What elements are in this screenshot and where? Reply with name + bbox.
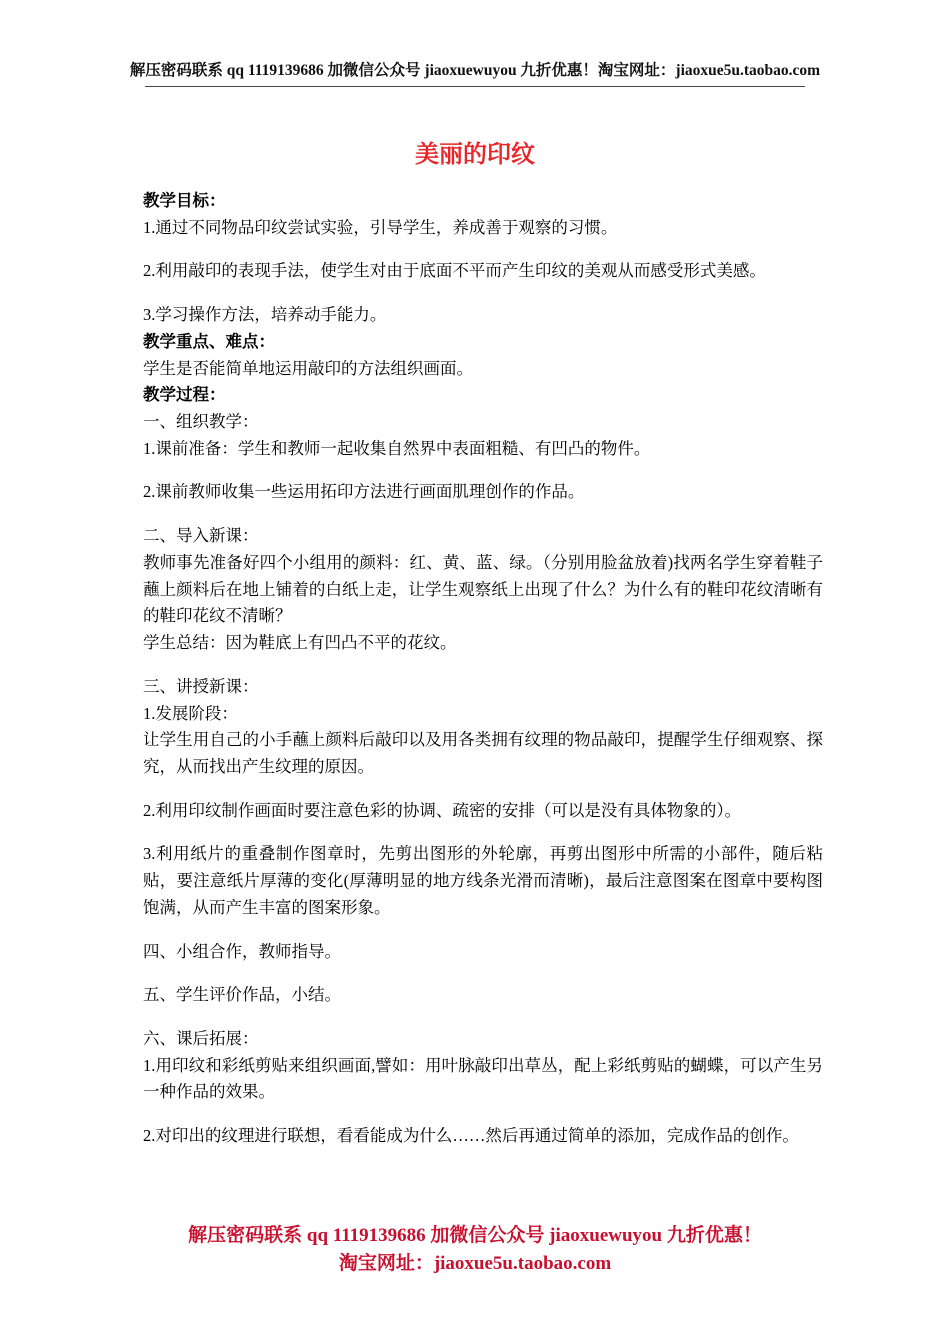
paragraph-b8: 一、组织教学：: [143, 412, 259, 432]
header-divider: [145, 86, 805, 87]
paragraph-b23: 2.对印出的纹理进行联想，看看能成为什么……然后再通过简单的添加，完成作品的创作。: [143, 1126, 799, 1146]
paragraph-b6: 学生是否能简单地运用敲印的方法组织画面。: [143, 358, 473, 378]
paragraph-b15: 1.发展阶段：: [143, 703, 238, 723]
paragraph-b16: 让学生用自己的小手蘸上颜料后敲印以及用各类拥有纹理的物品敲印，提醒学生仔细观察、探究，从而找出产生纹理的原因。: [143, 730, 823, 776]
paragraph-b22: 1.用印纹和彩纸剪贴来组织画面,譬如：用叶脉敲印出草丛，配上彩纸剪贴的蝴蝶，可以产生另一种作品的效果。: [143, 1055, 823, 1102]
paragraph-b4: 3.学习操作方法，培养动手能力。: [143, 305, 387, 325]
paragraph-b14: 三、讲授新课：: [143, 676, 259, 696]
paragraph-b9: 1.课前准备：学生和教师一起收集自然界中表面粗糙、有凹凸的物件。: [143, 438, 651, 458]
document-body: [143, 188, 823, 1150]
paragraph-b17: 2.利用印纹制作画面时要注意色彩的协调、疏密的安排（可以是没有具体物象的）。: [143, 800, 742, 820]
header-advertisement: 解压密码联系 qq 1119139686 加微信公众号 jiaoxuewuyou 九折优惠！淘宝网址：jiaoxue5u.taobao.com: [129, 62, 821, 79]
paragraph-b3: 2.利用敲印的表现手法，使学生对由于底面不平而产生印纹的美观从而感受形式美感。: [143, 261, 766, 281]
footer-line-1: 解压密码联系 qq 1119139686 加微信公众号 jiaoxuewuyou 九折优惠！: [188, 1225, 762, 1246]
paragraph-b20: 五、学生评价作品，小结。: [143, 985, 341, 1005]
paragraph-b10: 2.课前教师收集一些运用拓印方法进行画面肌理创作的作品。: [143, 482, 585, 502]
paragraph-b18: 3.利用纸片的重叠制作图章时，先剪出图形的外轮廓，再剪出图形中所需的小部件，随后粘贴，要注意纸片厚薄的变化(厚薄明显的地方线条光滑而清晰)，最后注意图案在图章中要构图饱满，从而产生丰富的图案形象。: [143, 844, 823, 917]
paragraph-b13: 学生总结：因为鞋底上有凹凸不平的花纹。: [143, 633, 457, 653]
page-title: 美丽的印纹: [415, 142, 535, 168]
paragraph-b11: 二、导入新课：: [143, 526, 259, 546]
paragraph-b21: 六、课后拓展：: [143, 1028, 259, 1048]
footer-line-2: 淘宝网址：jiaoxue5u.taobao.com: [338, 1252, 612, 1274]
paragraph-b12: 教师事先准备好四个小组用的颜料：红、黄、蓝、绿。（分别用脸盆放着)找两名学生穿着鞋子蘸上颜料后在地上铺着的白纸上走，让学生观察纸上出现了什么？为什么有的鞋印花纹清晰有的鞋印花纹不清晰？: [143, 552, 823, 626]
paragraph-b19: 四、小组合作，教师指导。: [143, 941, 341, 961]
paragraph-b7: 教学过程：: [143, 385, 226, 405]
paragraph-b2: 1.通过不同物品印纹尝试实验，引导学生，养成善于观察的习惯。: [143, 217, 618, 237]
paragraph-b1: 教学目标：: [143, 191, 226, 210]
paragraph-b5: 教学重点、难点：: [143, 331, 275, 351]
footer-advertisement: [0, 1222, 950, 1277]
